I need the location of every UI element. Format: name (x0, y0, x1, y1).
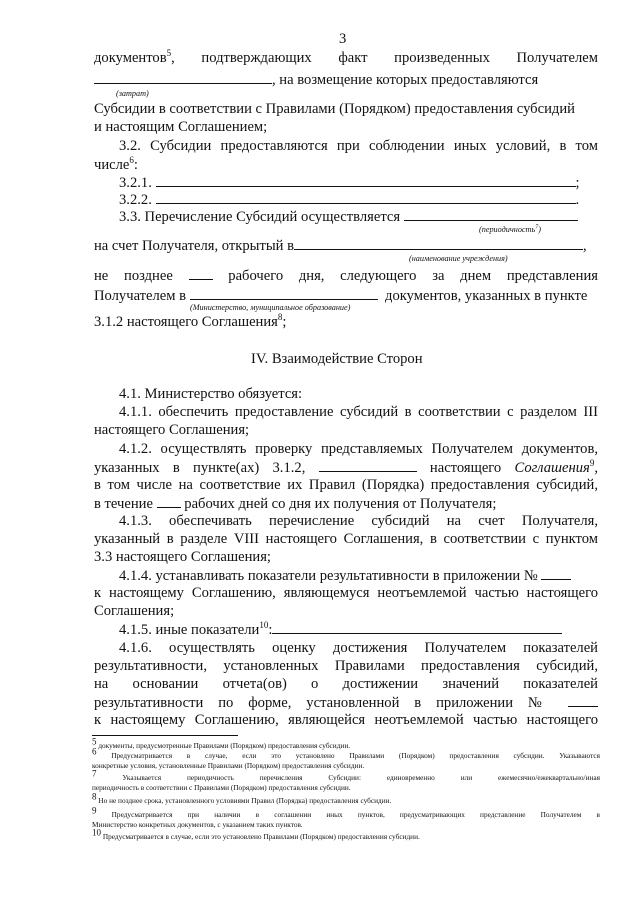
paragraph-line: к настоящему Соглашению, являющемуся неотъемлемой частью настоящего (94, 585, 598, 601)
paragraph-line: в том числе на соответствие их Правил (Порядка) предоставления субсидий, (94, 477, 598, 493)
field-caption: (периодичность$^7$) (479, 224, 541, 234)
paragraph-line: 3.3 настоящего Соглашения; (94, 549, 271, 565)
blank-field-days (189, 267, 213, 280)
blank-field (156, 174, 576, 187)
blank-field-points (319, 459, 417, 472)
paragraph-line: 4.1.1. обеспечить предоставление субсидий в соответствии с разделом III (119, 404, 598, 420)
blank-field-ministry (190, 287, 378, 300)
paragraph-line: Соглашения; (94, 603, 175, 619)
footnote: $^6$ Предусматривается в случае, если это установлено Правилами (Порядком) предоставления субсидии. Указываются (92, 746, 600, 760)
list-item: 3.2.1. ; (119, 175, 580, 191)
field-caption: (Министерство, муниципальное образование) (190, 303, 351, 312)
blank-field-appendix (568, 694, 598, 707)
paragraph-line: на счет Получателя, открытый в , (94, 238, 587, 254)
list-item: 3.2.2. . (119, 192, 580, 208)
footnote: $^5$ документы, предусмотренные Правилами (Порядком) предоставления субсидии. (92, 736, 351, 750)
page-number: 3 (339, 31, 347, 47)
paragraph-line: 4.1. Министерство обязуется: (119, 386, 303, 402)
paragraph-line: указанный в разделе VIII настоящего Соглашения, в соответствии с пунктом (94, 531, 598, 547)
paragraph-line: , на возмещение которых предоставляются (94, 71, 538, 89)
paragraph-line: 4.1.4. устанавливать показатели результативности в приложении № (119, 567, 571, 585)
paragraph-line: результативности по форме, установленной в приложении № (94, 694, 598, 712)
paragraph-line: документов$^5$, подтверждающих факт произведенных Получателем (94, 48, 599, 66)
paragraph-line: настоящего Соглашения; (94, 422, 250, 438)
blank-field-appendix (541, 567, 571, 580)
paragraph-line: 4.1.2. осуществлять проверку представляемых Получателем документов, (119, 441, 598, 457)
paragraph-line: на основании отчета(ов) о достижении значений показателей (94, 676, 598, 692)
paragraph-line: числе$^6$: (94, 155, 138, 173)
paragraph-line: 4.1.6. осуществлять оценку достижения Получателем показателей (119, 640, 598, 656)
footnote-separator (92, 735, 238, 736)
paragraph-line: 3.2. Субсидии предоставляются при соблюдении иных условий, в том (119, 138, 598, 154)
footnote-continuation: Министерство конкретных документов, с указанием таких пунктов. (92, 820, 303, 829)
paragraph-line: в течение рабочих дней со дня их получения от Получателя; (94, 496, 497, 512)
paragraph-line: 3.1.2 настоящего Соглашения$^8$; (94, 312, 287, 330)
footnote: $^{10}$ Предусматривается в случае, если это установлено Правилами (Порядком) предоставления субсидии. (92, 827, 420, 841)
section-title: IV. Взаимодействие Сторон (251, 351, 423, 367)
paragraph-line: не позднее рабочего дня, следующего за днем представления (94, 268, 598, 284)
paragraph-line: 3.3. Перечисление Субсидий осуществляется (119, 208, 578, 226)
field-caption: (наименование учреждения) (409, 254, 508, 263)
footnote: $^9$ Предусматривается при наличии в соглашении иных пунктов, предусматривающих представление Получателем в (92, 805, 600, 819)
blank-field-indicators (272, 621, 562, 634)
paragraph-line: Субсидии в соответствии с Правилами (Порядком) предоставления субсидий (94, 101, 575, 117)
paragraph-line: 4.1.3. обеспечивать перечисление субсидий на счет Получателя, (119, 513, 598, 529)
footnote-continuation: периодичность в соответствии с Правилами (Порядком) предоставления субсидии. (92, 783, 351, 792)
paragraph-line: к настоящему Соглашению, являющейся неотъемлемой частью настоящего (94, 712, 598, 728)
paragraph-line: Получателем в документов, указанных в пункте (94, 288, 588, 304)
footnote-continuation: конкретные условия, установленные Правилами (Порядком) предоставления субсидии. (92, 761, 365, 770)
paragraph-line: указанных в пункте(ах) 3.1.2, настоящего Соглашения$^9$, (94, 458, 598, 476)
blank-field-days (157, 495, 181, 508)
blank-field-institution (294, 237, 583, 250)
blank-field-periodicity (404, 208, 578, 221)
footnote: $^8$ Но не позднее срока, установленного условиями Правил (Порядка) предоставления субсидии. (92, 791, 392, 805)
field-caption: (затрат) (116, 89, 149, 98)
paragraph-line: 4.1.5. иные показатели$^{10}$: (119, 621, 562, 639)
blank-field (156, 191, 576, 204)
paragraph-line: и настоящим Соглашением; (94, 119, 268, 135)
paragraph-line: результативности, установленных Правилами предоставления субсидий, (94, 658, 598, 674)
footnote: $^7$ Указывается периодичность перечисления Субсидии: единовременно или ежемесячно/ежеквартально/иная (92, 768, 600, 782)
blank-field-zatrat (94, 71, 272, 84)
